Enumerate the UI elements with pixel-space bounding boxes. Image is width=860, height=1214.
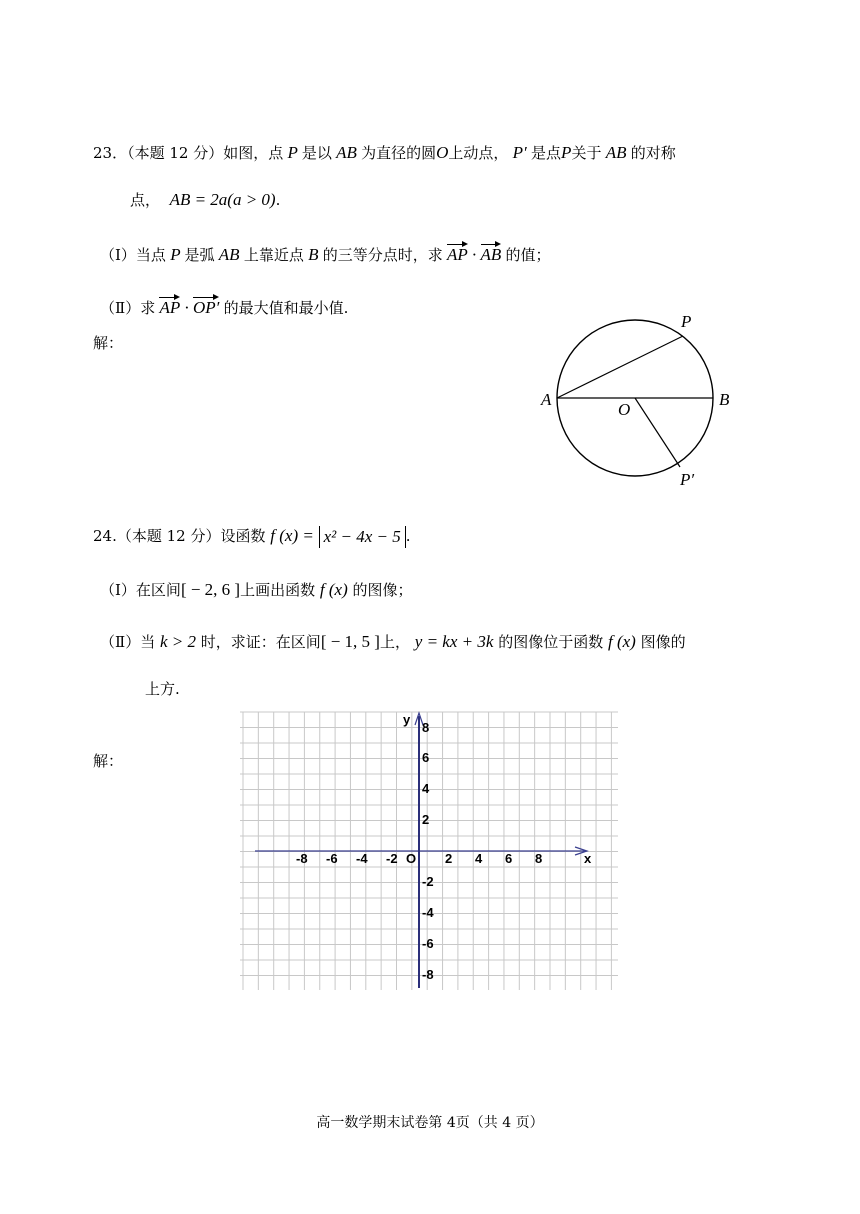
y-tick-label-m4: -4: [422, 905, 434, 920]
q23-part1: （Ⅰ）当点 P 是弧 AB 上靠近点 B 的三等分点时，求 AP · AB 的值；: [100, 245, 551, 264]
q23-answer-label: 解：: [93, 334, 124, 352]
y-tick-label-2: 2: [422, 812, 430, 827]
x-tick-label-2: 2: [445, 851, 453, 866]
q23-part2: （Ⅱ）求 AP · OP′ 的最大值和最小值.: [100, 298, 349, 317]
q23-stem-line1: 23．（本题 12 分）如图，点 P 是以 AB 为直径的圆O上动点， P′ 是点P关于 AB 的对称: [93, 143, 676, 162]
y-tick-label-6: 6: [422, 750, 430, 765]
circle-figure: [530, 305, 750, 500]
page-footer: 高一数学期末试卷第 4页（共 4 页）: [316, 1115, 544, 1131]
label-p-prime: P′: [680, 470, 695, 489]
y-axis-label: y: [403, 712, 411, 727]
q24-part2-cont: 上方.: [145, 680, 180, 698]
x-axis-label: x: [584, 851, 592, 866]
label-p: P: [681, 312, 692, 331]
radius-op-prime: [635, 398, 680, 467]
coordinate-grid: [240, 710, 620, 992]
x-tick-label-m4: -4: [356, 851, 368, 866]
q24-part1: （Ⅰ）在区间[ − 2, 6 ]上画出函数 f (x) 的图像；: [100, 580, 413, 599]
x-tick-label-8: 8: [535, 851, 543, 866]
x-tick-label-4: 4: [475, 851, 483, 866]
chord-ap: [557, 336, 683, 398]
label-o: O: [618, 400, 631, 419]
label-a: A: [541, 390, 552, 409]
q24-answer-label: 解：: [93, 752, 124, 770]
x-tick-label-m2: -2: [386, 851, 398, 866]
y-tick-label-8: 8: [422, 720, 430, 735]
y-tick-label-m2: -2: [422, 874, 434, 889]
y-tick-label-m6: -6: [422, 936, 434, 951]
q24-part2: （Ⅱ）当 k > 2 时，求证：在区间[ − 1, 5 ]上， y = kx + 3k 的图像位于函数 f (x) 图像的: [100, 632, 686, 651]
x-tick-label-m8: -8: [296, 851, 308, 866]
y-tick-label-m8: -8: [422, 967, 434, 982]
label-b: B: [719, 390, 730, 409]
q23-stem-line2: 点， AB = 2a(a > 0).: [130, 190, 281, 209]
x-tick-label-6: 6: [505, 851, 513, 866]
x-tick-label-m6: -6: [326, 851, 338, 866]
origin-label: O: [406, 851, 417, 866]
y-tick-label-4: 4: [422, 781, 430, 796]
q24-stem: 24.（本题 12 分）设函数 f (x) = x² − 4x − 5 .: [93, 526, 411, 546]
